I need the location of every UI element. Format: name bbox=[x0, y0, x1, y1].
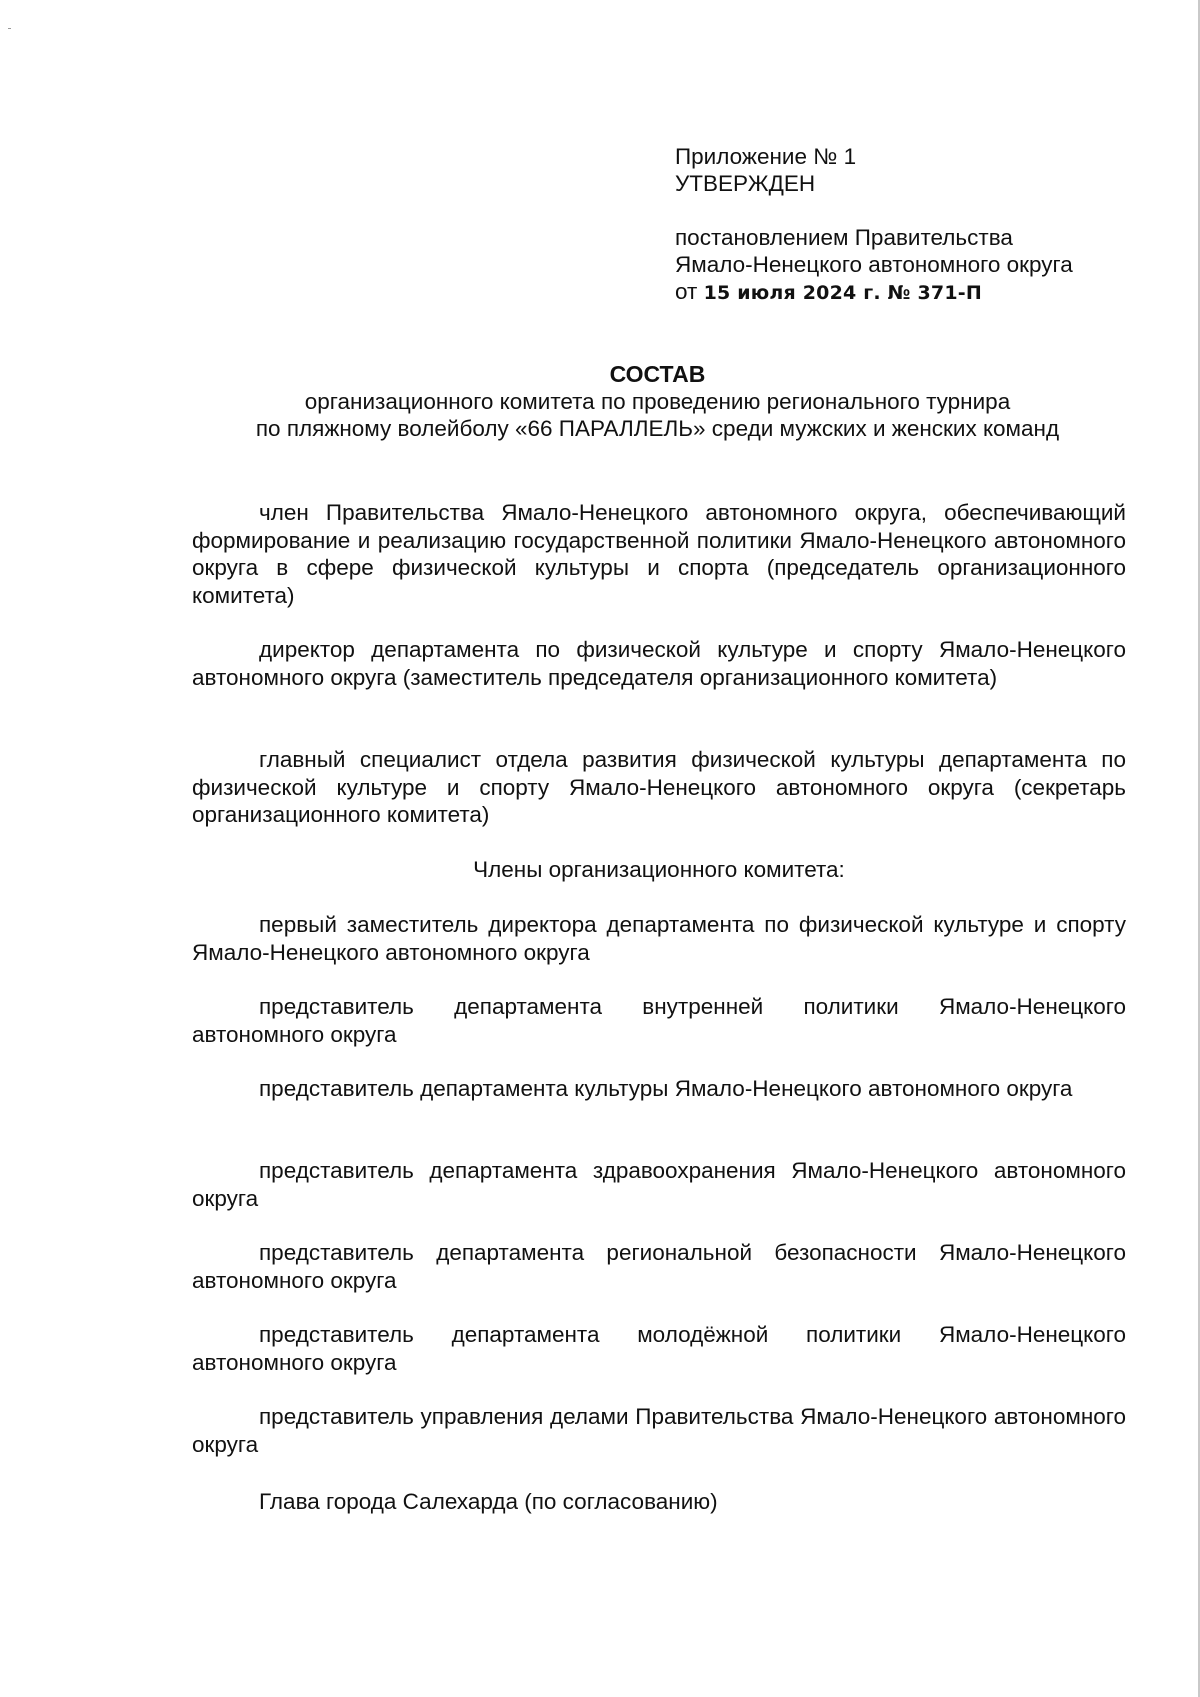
resolution-line-2: Ямало-Ненецкого автономного округа bbox=[675, 252, 1073, 277]
resolution-line-1: постановлением Правительства bbox=[675, 225, 1013, 250]
appendix-label: Приложение № 1 bbox=[675, 144, 857, 169]
approval-block bbox=[675, 143, 1155, 307]
subtitle-line-2: по пляжному волейболу «66 ПАРАЛЛЕЛЬ» среди мужских и женских команд bbox=[255, 416, 1060, 441]
page-title: СОСТАВ bbox=[609, 361, 706, 387]
leadership-item-deputy: директор департамента по физической культуре и спорту Ямало-Ненецкого автономного округа (заместитель председателя организационного комитета) bbox=[192, 637, 1126, 690]
member-item: представитель управления делами Правительства Ямало-Ненецкого автономного округа bbox=[192, 1404, 1126, 1457]
member-item: первый заместитель директора департамента по физической культуре и спорту Ямало-Ненецкого автономного округа bbox=[192, 912, 1126, 965]
member-item: Глава города Салехарда (по согласованию) bbox=[259, 1489, 718, 1514]
members-heading: Члены организационного комитета: bbox=[473, 857, 845, 882]
title-block bbox=[190, 361, 1125, 442]
resolution-date bbox=[675, 278, 1155, 307]
member-item: представитель департамента региональной безопасности Ямало-Ненецкого автономного округа bbox=[192, 1240, 1126, 1293]
approved-label: УТВЕРЖДЕН bbox=[675, 171, 816, 196]
member-item: представитель департамента здравоохранения Ямало-Ненецкого автономного округа bbox=[192, 1158, 1126, 1211]
member-item: представитель департамента культуры Ямало-Ненецкого автономного округа bbox=[259, 1076, 1073, 1101]
date-number: 15 июля 2024 г. № 371-П bbox=[703, 282, 982, 304]
member-item: представитель департамента молодёжной политики Ямало-Ненецкого автономного округа bbox=[192, 1322, 1126, 1375]
member-item: представитель департамента внутренней политики Ямало-Ненецкого автономного округа bbox=[192, 994, 1126, 1047]
leadership-item-secretary: главный специалист отдела развития физической культуры департамента по физической культуре и спорту Ямало-Ненецкого автономного округа (секретарь организационного комитета) bbox=[192, 747, 1126, 827]
scan-mark bbox=[8, 28, 11, 29]
leadership-item-chairman: член Правительства Ямало-Ненецкого автономного округа, обеспечивающий формирование и реализацию государственной политики Ямало-Ненецкого автономного округа в сфере физической культуры и спорта (председатель организационного комитета) bbox=[192, 500, 1126, 608]
subtitle-line-1: организационного комитета по проведению регионального турнира bbox=[304, 389, 1011, 414]
date-prefix: от bbox=[675, 279, 698, 304]
